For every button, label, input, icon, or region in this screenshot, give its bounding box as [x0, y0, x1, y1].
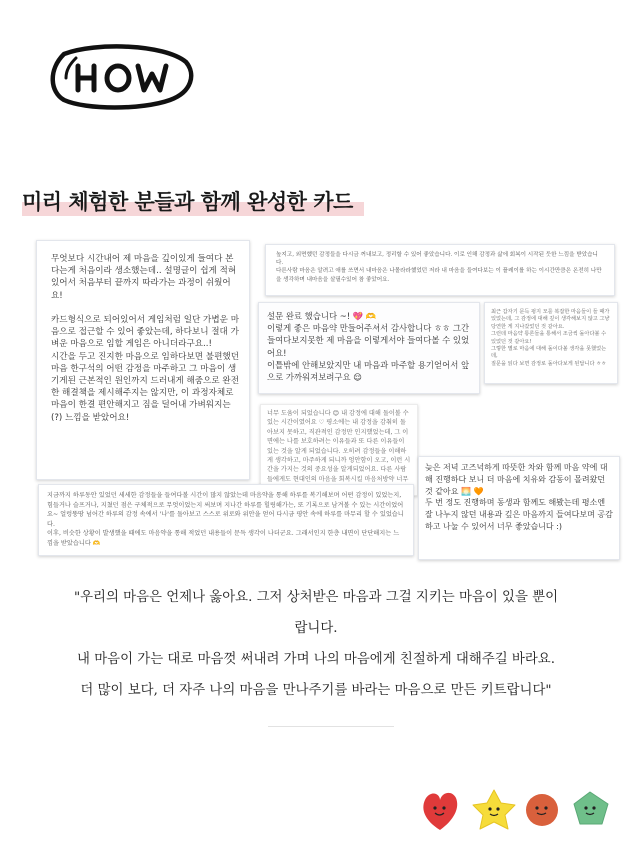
- quote-line: "우리의 마음은 언제나 옳아요. 그저 상처받은 마음과 그걸 지키는 마음이 있을 뿐이: [73, 590, 559, 605]
- divider: [268, 726, 394, 727]
- review-card-4: [484, 302, 618, 384]
- quote-line: 내 마음이 가는 대로 마음껏 써내려 가며 나의 마음에게 친절하게 대해주길 바라요.: [77, 652, 555, 667]
- quote-line: 더 많이 보다, 더 자주 나의 마음을 만나주기를 바라는 마음으로 만든 키트랍니다": [80, 683, 552, 698]
- review-text: 무엇보다 시간내어 제 마음을 깊이있게 들여다 본다는게 처음이라 생소했는데.. 설명글이 쉽게 적혀있어서 처음부터 끝까지 따라가는 과정이 쉬웠어요! 카드형식으로 되어있어서 게임처럼 일단 가볍운 마음으로 접근할 수 있어 좋았는데, 하다보니 절대 가벼운 마음으로 임할 게임은 아니더라구요..! 시간을 두고 진지한 마음으로 임하다보면 불편했던 마음 한구석의 어떤 감정을 마주하고 그 마음이 생기게된 근본적인 원인까지 드러내게 해줌으로 완전한 해결책을 제시해주지는 않지만, 이 과정자체로 마음이 한결 편안해지고 짐을 덜어내 가벼워지는(?) 느낌을 받았어요!: [51, 254, 239, 423]
- review-text: 너무 도움이 되었습니다 😊 내 감정에 대해 돌이볼 수 있는 시간이였어요 ♡ 평소에는 내 감정을 감춰히 돌아보지 못하고, 직관적인 감정만 인지했었는데, 그 이면에는 나를 보호하려는 이유들과 또 다른 이유들이 있는 것을 알게 되었습니다. 오히려 감정들을 이해하게 생각하고, 마주하게 되니까 엉안함이 오고, 이런 시간을 가지는 것의 중요성을 알게되었어요. 다른 사람들에게도 현대인의 마음을 회복시킬 마음처방약 너무: [267, 410, 411, 483]
- gem-character-icon: [574, 792, 608, 824]
- quote-line: 랍니다.: [294, 621, 338, 636]
- closing-quote: [0, 582, 632, 706]
- heart-character-icon: [423, 793, 457, 830]
- review-text: 지금까지 하루동안 있었던 세세한 감정들을 들여다볼 시간이 많지 않았는데 마음약을 통해 하루를 복기해보며 어떤 감정이 있었는지, 힘들거나 슬프거나, 지쳤던 점은 구체적으로 무엇이었는지 써보며 지나간 하루를 힐링해가는, 또 기록으로 남겨볼 수 있는 시간이었어요~ 얼렁뚱땅 넘어간 하루의 감정 속에서 '나'를 돌아보고 스스로 위로와 위안을 얻어 다시금 평안 속에 하루를 마무리 할 수 있었습니다. 이후, 비슷한 상황이 발생했을 때에도 마음약을 통해 적었던 내용들이 문득 생각이 나더군요. 그래서인지 한층 내면이 단단해지는 느낌을 받았습니다 🫶: [47, 492, 404, 547]
- review-card-7: [38, 484, 414, 556]
- star-character-icon: [473, 790, 515, 829]
- section-heading: [22, 186, 353, 216]
- how-logo: [46, 40, 196, 112]
- review-card-3: [258, 302, 480, 394]
- character-mascots: [418, 786, 618, 836]
- how-logo-graphic: [46, 40, 196, 112]
- heading-text: 미리 체험한 분들과 함께 완성한 카드: [22, 190, 353, 214]
- review-text: 최근 갑자기 문득 펑지 모를 복잡한 마음들이 들 때가 있었는데, 그 감정에 대해 깊이 생각해보지 않고 그냥 당연한 게 지나갔었던 것 같아요. 그런데 마음약 통론들을 통해서 조금씩 돌아다볼 수 있었던 것 같아요! 그렇한 별로 마음에 대해 돌이다볼 생각을 못했었는데, 질문을 읽다 보면 감정로 돌아다보게 된답니다 ㅎㅎ: [491, 309, 610, 367]
- review-text: 높지고, 외면했던 감정들을 다시금 꺼내보고, 정리할 수 있어 좋았습니다. 이로 인해 감정과 삶에 회복이 시작된 듯한 느낌을 받았습니다. 다른사람 마음은 알려고 애를 쓰면서 내마음은 나몰라라했었던 저라 내 마음을 들여다보는 이 플레이를 하는 이시간만큼은 온전히 나만을 생각하며 내마음을 살필수있어 참 좋았어요.: [276, 252, 602, 283]
- review-card-6: [418, 456, 620, 560]
- review-card-2: [265, 244, 615, 296]
- review-text: 설문 완료 했습니다 ~! 💖 🫶 이렇게 좋은 마음약 만들어주셔서 감사합니다 ㅎㅎ 그간 들여다보지못한 제 마음을 이렇게서야 들여다볼 수 있었어요! 이틀밖에 안해보았지만 내 마음과 마주할 용기얻어서 앞으로 가까워져보려구요 😌: [267, 311, 470, 383]
- review-card-5: [260, 404, 418, 496]
- circle-character-icon: [526, 794, 558, 826]
- review-card-1: [36, 240, 250, 480]
- review-text: 늦은 저녁 고즈넉하게 따뜻한 차와 함께 마음 약에 대해 진행하다 보니 더 마음에 치유와 감동이 몰려왔던 것 같아요 🌅 🧡 두 번 정도 진행하며 동생과 함께도 해봤는데 평소엔 잘 나누지 않던 내용과 깊은 마음까지 들여다보며 공감하고 나눌 수 있어서 너무 좋았습니다 :): [425, 463, 613, 531]
